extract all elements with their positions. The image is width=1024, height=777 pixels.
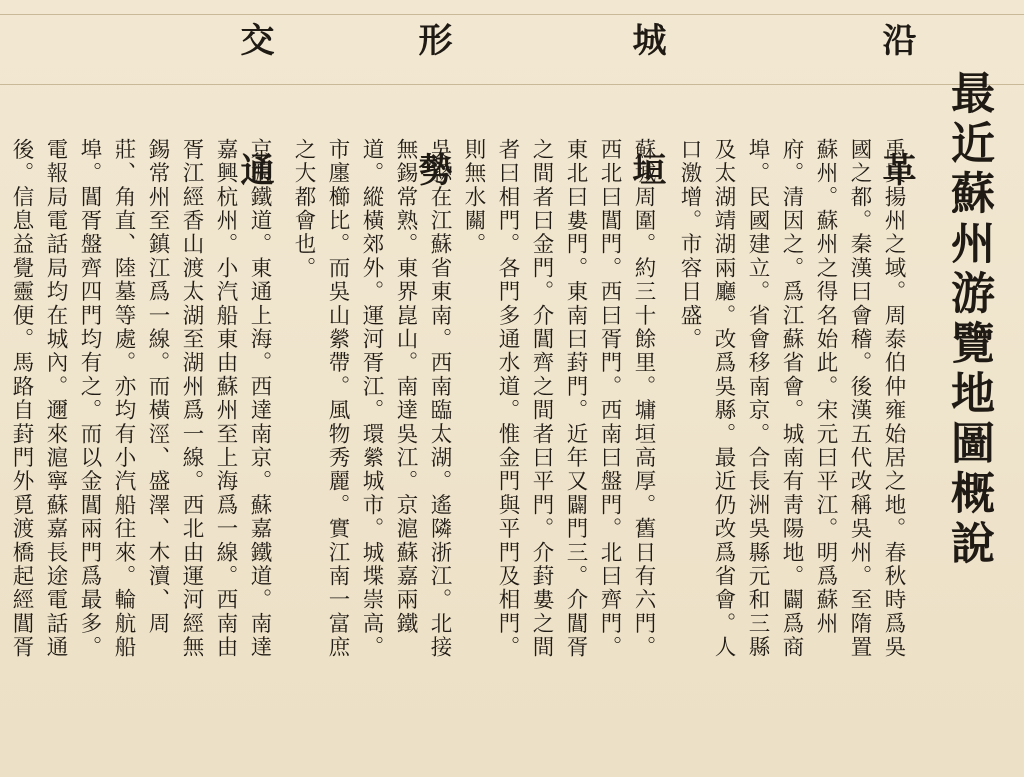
body-line: 埠。民國建立。省會移南京。合長洲吳縣元和三縣 <box>745 138 770 660</box>
body-line: 之大都會也。 <box>291 138 316 281</box>
body-line: 則無水關。 <box>461 138 486 257</box>
body-line: 蘇城周圍。約三十餘里。墉垣高厚。舊日有六門。 <box>631 138 656 660</box>
body-line: 胥江經香山渡太湖至湖州爲一線。西北由運河經無 <box>179 138 204 660</box>
body-line: 埠。閶胥盤齊四門均有之。而以金閶兩門爲最多。 <box>77 138 102 660</box>
body-line: 莊、角直、陸墓等處。亦均有小汽船往來。輪航船 <box>111 138 136 660</box>
body-line: 西北曰閶門。西曰胥門。西南曰盤門。北曰齊門。 <box>597 138 622 660</box>
top-rule <box>0 14 1024 15</box>
body-line: 錫常州至鎮江爲一線。而橫涇、盛澤、木瀆、周 <box>145 138 170 636</box>
body-line: 電報局電話局均在城內。邇來滬寧蘇嘉長途電話通 <box>43 138 68 660</box>
body-line: 後。信息益覺靈便。馬路自葑門外覓渡橋起經閶胥 <box>9 138 34 660</box>
section-heading-city-walls: 城 垣 <box>626 22 666 214</box>
section-heading-transport: 交 通 <box>234 22 274 214</box>
body-line: 禹貢揚州之域。周泰伯仲雍始居之地。春秋時爲吳 <box>881 138 906 660</box>
body-line: 府。清因之。爲江蘇省會。城南有靑陽地。闢爲商 <box>779 138 804 660</box>
body-line: 無錫常熟。東界崑山。南達吳江。京滬蘇嘉兩鐵 <box>393 138 418 636</box>
body-line: 及太湖靖湖兩廳。改爲吳縣。最近仍改爲省會。人 <box>711 138 736 660</box>
body-line: 吳縣在江蘇省東南。西南臨太湖。遙隣浙江。北接 <box>427 138 452 660</box>
document-title: 最近蘇州游覽地圖概說 <box>943 70 994 570</box>
body-line: 京滬鐵道。東通上海。西達南京。蘇嘉鐵道。南達 <box>247 138 272 660</box>
body-line: 之間者曰金門。介閶齊之間者曰平門。介葑婁之間 <box>529 138 554 660</box>
section-heading-geography: 形 勢 <box>412 22 452 214</box>
body-line: 嘉興杭州。小汽船東由蘇州至上海爲一線。西南由 <box>213 138 238 660</box>
body-line: 道。縱橫郊外。運河胥江。環縈城市。城堞崇高。 <box>359 138 384 660</box>
header-rule <box>0 84 1024 85</box>
body-line: 國之都。秦漢曰會稽。後漢五代改稱吳州。至隋置 <box>847 138 872 660</box>
body-line: 者曰相門。各門多通水道。惟金門與平門及相門。 <box>495 138 520 660</box>
body-line: 東北曰婁門。東南曰葑門。近年又闢門三。介閶胥 <box>563 138 588 660</box>
section-heading-history: 沿 革 <box>876 22 916 214</box>
body-line: 口激增。市容日盛。 <box>677 138 702 352</box>
body-line: 市廛櫛比。而吳山縈帶。風物秀麗。實江南一富庶 <box>325 138 350 660</box>
body-line: 蘇州。蘇州之得名始此。宋元曰平江。明爲蘇州 <box>813 138 838 636</box>
